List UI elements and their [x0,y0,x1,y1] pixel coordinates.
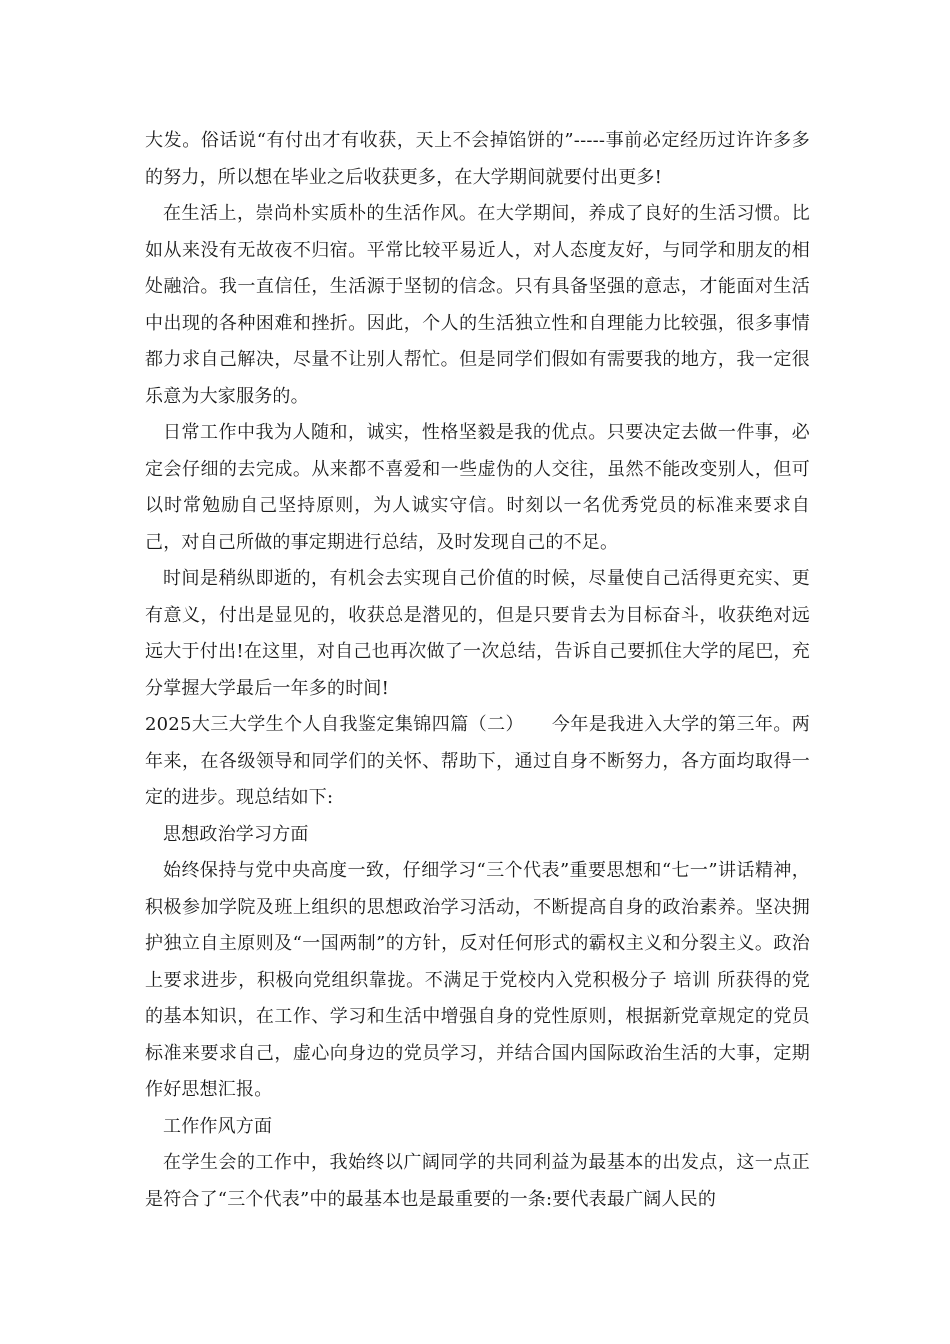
paragraph-1: 大发。俗话说“有付出才有收获，天上不会掉馅饼的”-----事前必定经历过许许多多的努力，所以想在毕业之后收获更多，在大学期间就要付出更多! [145,130,810,188]
section-title-line: 2025大三大学生个人自我鉴定集锦四篇（二） 今年是我进入大学的第三年。两年来，在各级领导和同学们的关怀、帮助下，通过自身不断努力，各方面均取得一定的进步。现总结如下: [145,714,810,808]
paragraph-work-character: 日常工作中我为人随和，诚实，性格坚毅是我的优点。只要决定去做一件事，必定会仔细的去完成。从来都不喜爱和一些虚伪的人交往，虽然不能改变别人，但可以时常勉励自己坚持原则，为人诚实守信。时刻以一名优秀党员的标准来要求自己，对自己所做的事定期进行总结，及时发现自己的不足。 [145,422,810,553]
paragraph-time: 时间是稍纵即逝的，有机会去实现自己价值的时候，尽量使自己活得更充实、更有意义，付出是显见的，收获总是潜见的，但是只要肯去为目标奋斗，收获绝对远远大于付出!在这里，对自己也再次做了一次总结，告诉自己要抓住大学的尾巴，充分掌握大学最后一年多的时间! [145,568,810,699]
heading-political-study: 思想政治学习方面 [163,823,309,845]
paragraph-life: 在生活上，崇尚朴实质朴的生活作风。在大学期间，养成了良好的生活习惯。比如从来没有无故夜不归宿。平常比较平易近人，对人态度友好，与同学和朋友的相处融洽。我一直信任，生活源于坚韧的信念。只有具备坚强的意志，才能面对生活中出现的各种困难和挫折。因此，个人的生活独立性和自理能力比较强，很多事情都力求自己解决，尽量不让别人帮忙。但是同学们假如有需要我的地方，我一定很乐意为大家服务的。 [145,203,810,407]
document-body [145,123,810,1218]
heading-work-style: 工作作风方面 [163,1115,273,1137]
paragraph-political-study: 始终保持与党中央高度一致，仔细学习“三个代表”重要思想和“七一”讲话精神，积极参加学院及班上组织的思想政治学习活动，不断提高自身的政治素养。坚决拥护独立自主原则及“一国两制”的方针，反对任何形式的霸权主义和分裂主义。政治上要求进步，积极向党组织靠拢。不满足于党校内入党积极分子 培训 所获得的党的基本知识，在工作、学习和生活中增强自身的党性原则，根据新党章规定的党员标准来要求自己，虚心向身边的党员学习，并结合国内国际政治生活的大事，定期作好思想汇报。 [145,860,810,1100]
paragraph-work-style: 在学生会的工作中，我始终以广阔同学的共同利益为最基本的出发点，这一点正是符合了“三个代表”中的最基本也是最重要的一条:要代表最广阔人民的 [145,1152,810,1210]
